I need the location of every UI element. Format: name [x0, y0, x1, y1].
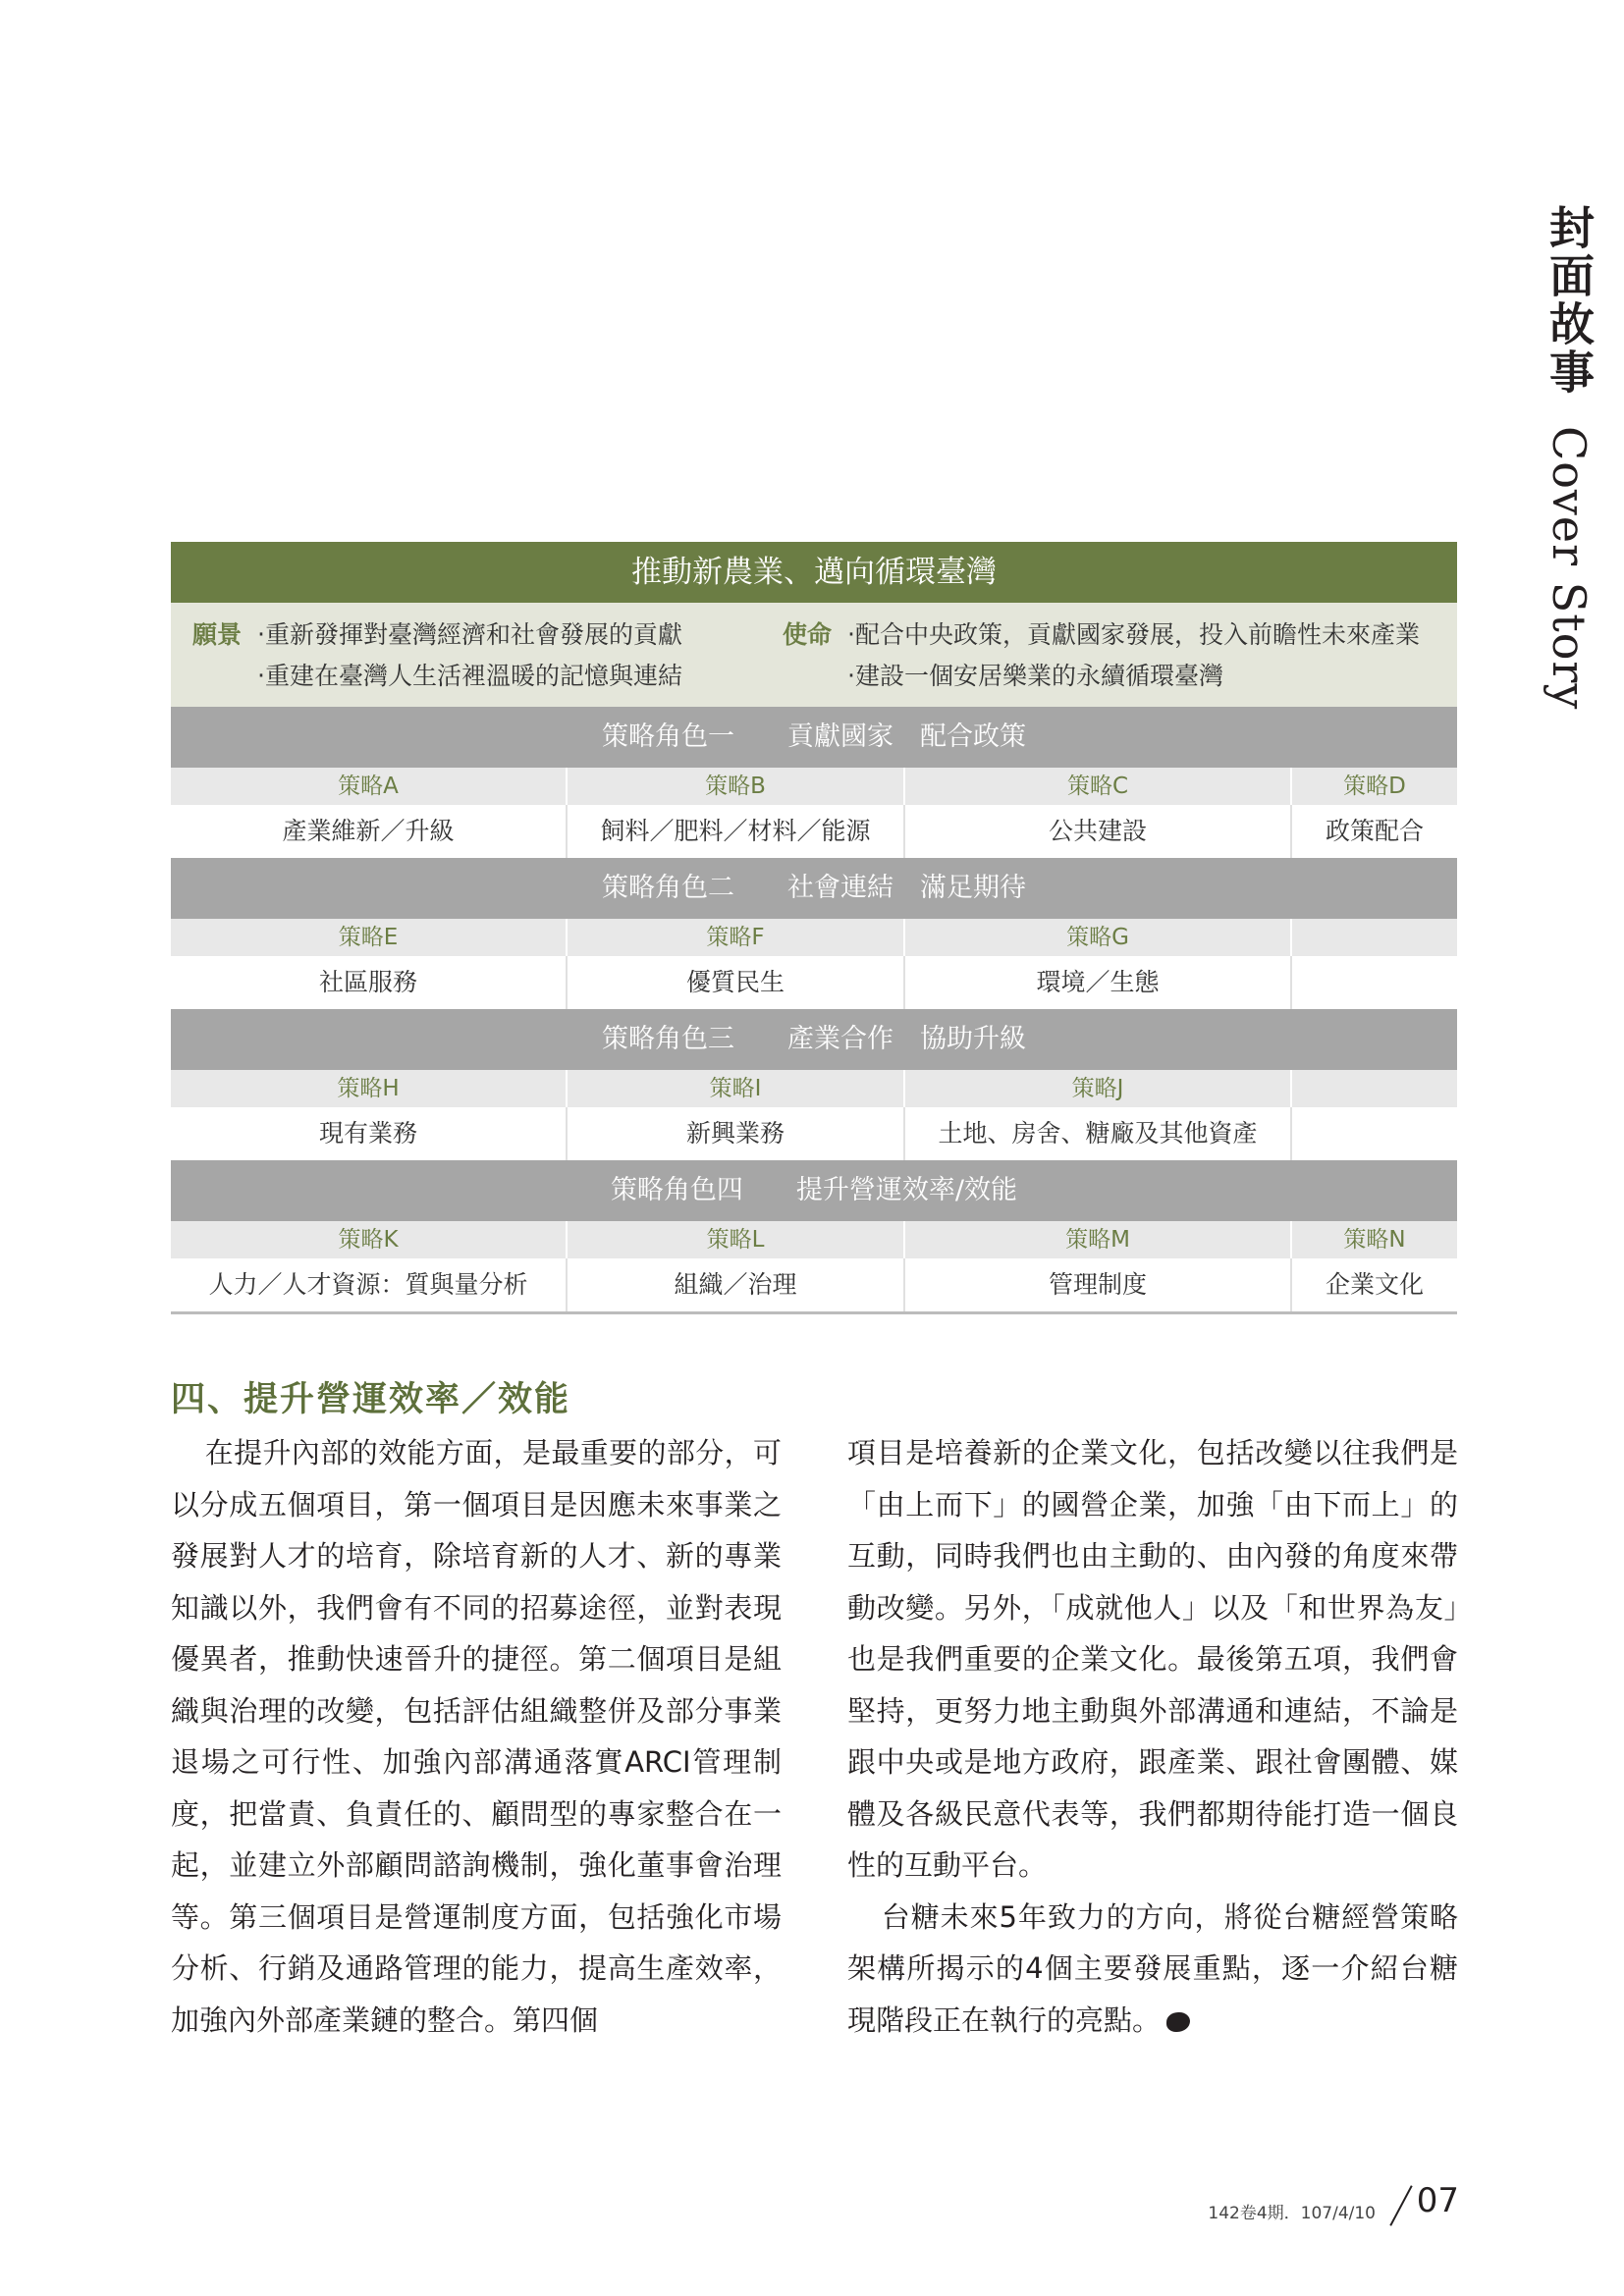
- page-footer: [1178, 2177, 1459, 2236]
- strategy-value: [1290, 1107, 1457, 1160]
- strategy-header: 策略B: [566, 768, 903, 805]
- strategy-value: 社區服務: [318, 968, 417, 996]
- section-title-chinese: 封面故事: [1543, 204, 1596, 397]
- strategy-header: 策略N: [1290, 1221, 1457, 1258]
- strategy-header: 策略D: [1290, 768, 1457, 805]
- strategy-value: 土地、房舍、糖廠及其他資產: [903, 1107, 1290, 1160]
- strategy-value-row: [171, 805, 1457, 858]
- strategy-value: 管理制度: [903, 1258, 1290, 1311]
- page-number: 07: [1416, 2181, 1459, 2220]
- strategy-value: 組織／治理: [566, 1258, 903, 1311]
- mission-block: [783, 614, 1420, 697]
- strategy-value-row: [171, 956, 1457, 1009]
- end-mark-icon: [1166, 2012, 1190, 2032]
- strategy-header-row: [171, 919, 1457, 956]
- strategy-header: 策略I: [566, 1070, 903, 1107]
- strategy-header: 策略K: [171, 1221, 566, 1258]
- strategy-header: 策略L: [566, 1221, 903, 1258]
- strategy-header: 策略E: [171, 919, 566, 956]
- strategy-value: 優質民生: [566, 956, 903, 1009]
- strategy-header: [1290, 1070, 1457, 1107]
- strategy-header: 策略J: [903, 1070, 1290, 1107]
- strategy-value: [1290, 956, 1457, 1009]
- strategy-value: 飼料／肥料／材料／能源: [566, 805, 903, 858]
- strategy-header: 策略C: [903, 768, 1290, 805]
- strategy-role-bar: 策略角色四 提升營運效率/效能: [171, 1160, 1457, 1221]
- strategy-role-bar: 策略角色三 產業合作 協助升級: [171, 1009, 1457, 1070]
- vision-label: 願景: [192, 620, 243, 649]
- strategy-value: 環境／生態: [903, 956, 1290, 1009]
- strategy-header: 策略M: [903, 1221, 1290, 1258]
- strategy-value: 現有業務: [318, 1119, 417, 1148]
- closing-text: 台糖未來5年致力的方向，將從台糖經營策略架構所揭示的4個主要發展重點，逐一介紹台糖現階段正在執行的亮點。: [847, 1899, 1458, 2037]
- strategy-value: 政策配合: [1290, 805, 1457, 858]
- strategy-header-row: [171, 1221, 1457, 1258]
- strategy-table-title: 推動新農業、邁向循環臺灣: [171, 542, 1457, 603]
- mission-item: ‧建設一個安居樂業的永續循環臺灣: [847, 662, 1223, 690]
- article-column-left: [171, 1427, 782, 2046]
- strategy-value: 產業維新／升級: [282, 817, 455, 845]
- article-heading: 四、提升營運效率／效能: [171, 1380, 571, 1419]
- strategy-role-bar: 策略角色一 貢獻國家 配合政策: [171, 707, 1457, 768]
- article-column-right: [847, 1427, 1458, 2046]
- strategy-value: 人力／人才資源：質與量分析: [208, 1270, 528, 1299]
- article-paragraph-closing: [847, 1892, 1458, 2047]
- strategy-role-bar: 策略角色二 社會連結 滿足期待: [171, 858, 1457, 919]
- slash-divider: [1389, 2185, 1412, 2226]
- strategy-value: 企業文化: [1290, 1258, 1457, 1311]
- mission-label: 使命: [783, 620, 833, 649]
- strategy-header: 策略G: [903, 919, 1290, 956]
- mission-item: ‧配合中央政策，貢獻國家發展，投入前瞻性未來產業: [847, 620, 1420, 649]
- vision-mission-band: [171, 603, 1457, 707]
- strategy-value-row: [171, 1258, 1457, 1311]
- strategy-value: 新興業務: [566, 1107, 903, 1160]
- vision-item: ‧重新發揮對臺灣經濟和社會發展的貢獻: [257, 620, 682, 649]
- strategy-table: [171, 542, 1457, 1314]
- strategy-header: [1290, 919, 1457, 956]
- strategy-header: 策略H: [171, 1070, 566, 1107]
- article-paragraph: 在提升內部的效能方面，是最重要的部分，可以分成五個項目，第一個項目是因應未來事業之發展對人才的培育，除培育新的人才、新的專業知識以外，我們會有不同的招募途徑，並對表現優異者，推動快速晉升的捷徑。第二個項目是組織與治理的改變，包括評估組織整併及部分事業退場之可行性、加強內部溝通落實ARCI管理制度，把當責、負責任的、顧問型的專家整合在一起，並建立外部顧問諮詢機制，強化董事會治理等。第三個項目是營運制度方面，包括強化市場分析、行銷及通路管理的能力，提高生產效率，加強內外部產業鏈的整合。第四個: [171, 1436, 782, 2037]
- vision-item: ‧重建在臺灣人生活裡溫暖的記憶與連結: [257, 662, 682, 690]
- section-title-english: Cover Story: [1543, 425, 1596, 711]
- strategy-value: 公共建設: [903, 805, 1290, 858]
- strategy-value-row: [171, 1107, 1457, 1160]
- strategy-header: 策略F: [566, 919, 903, 956]
- strategy-header-row: [171, 1070, 1457, 1107]
- issue-info: 142卷4期．107/4/10: [1208, 2204, 1376, 2223]
- section-title: [1520, 204, 1598, 710]
- vision-block: [192, 614, 682, 697]
- strategy-header: 策略A: [171, 768, 566, 805]
- strategy-header-row: [171, 768, 1457, 805]
- article-paragraph: 項目是培養新的企業文化，包括改變以往我們是「由上而下」的國營企業，加強「由下而上」的互動，同時我們也由主動的、由內發的角度來帶動改變。另外，「成就他人」以及「和世界為友」也是我們重要的企業文化。最後第五項，我們會堅持，更努力地主動與外部溝通和連結，不論是跟中央或是地方政府，跟產業、跟社會團體、媒體及各級民意代表等，我們都期待能打造一個良性的互動平台。: [847, 1436, 1458, 1882]
